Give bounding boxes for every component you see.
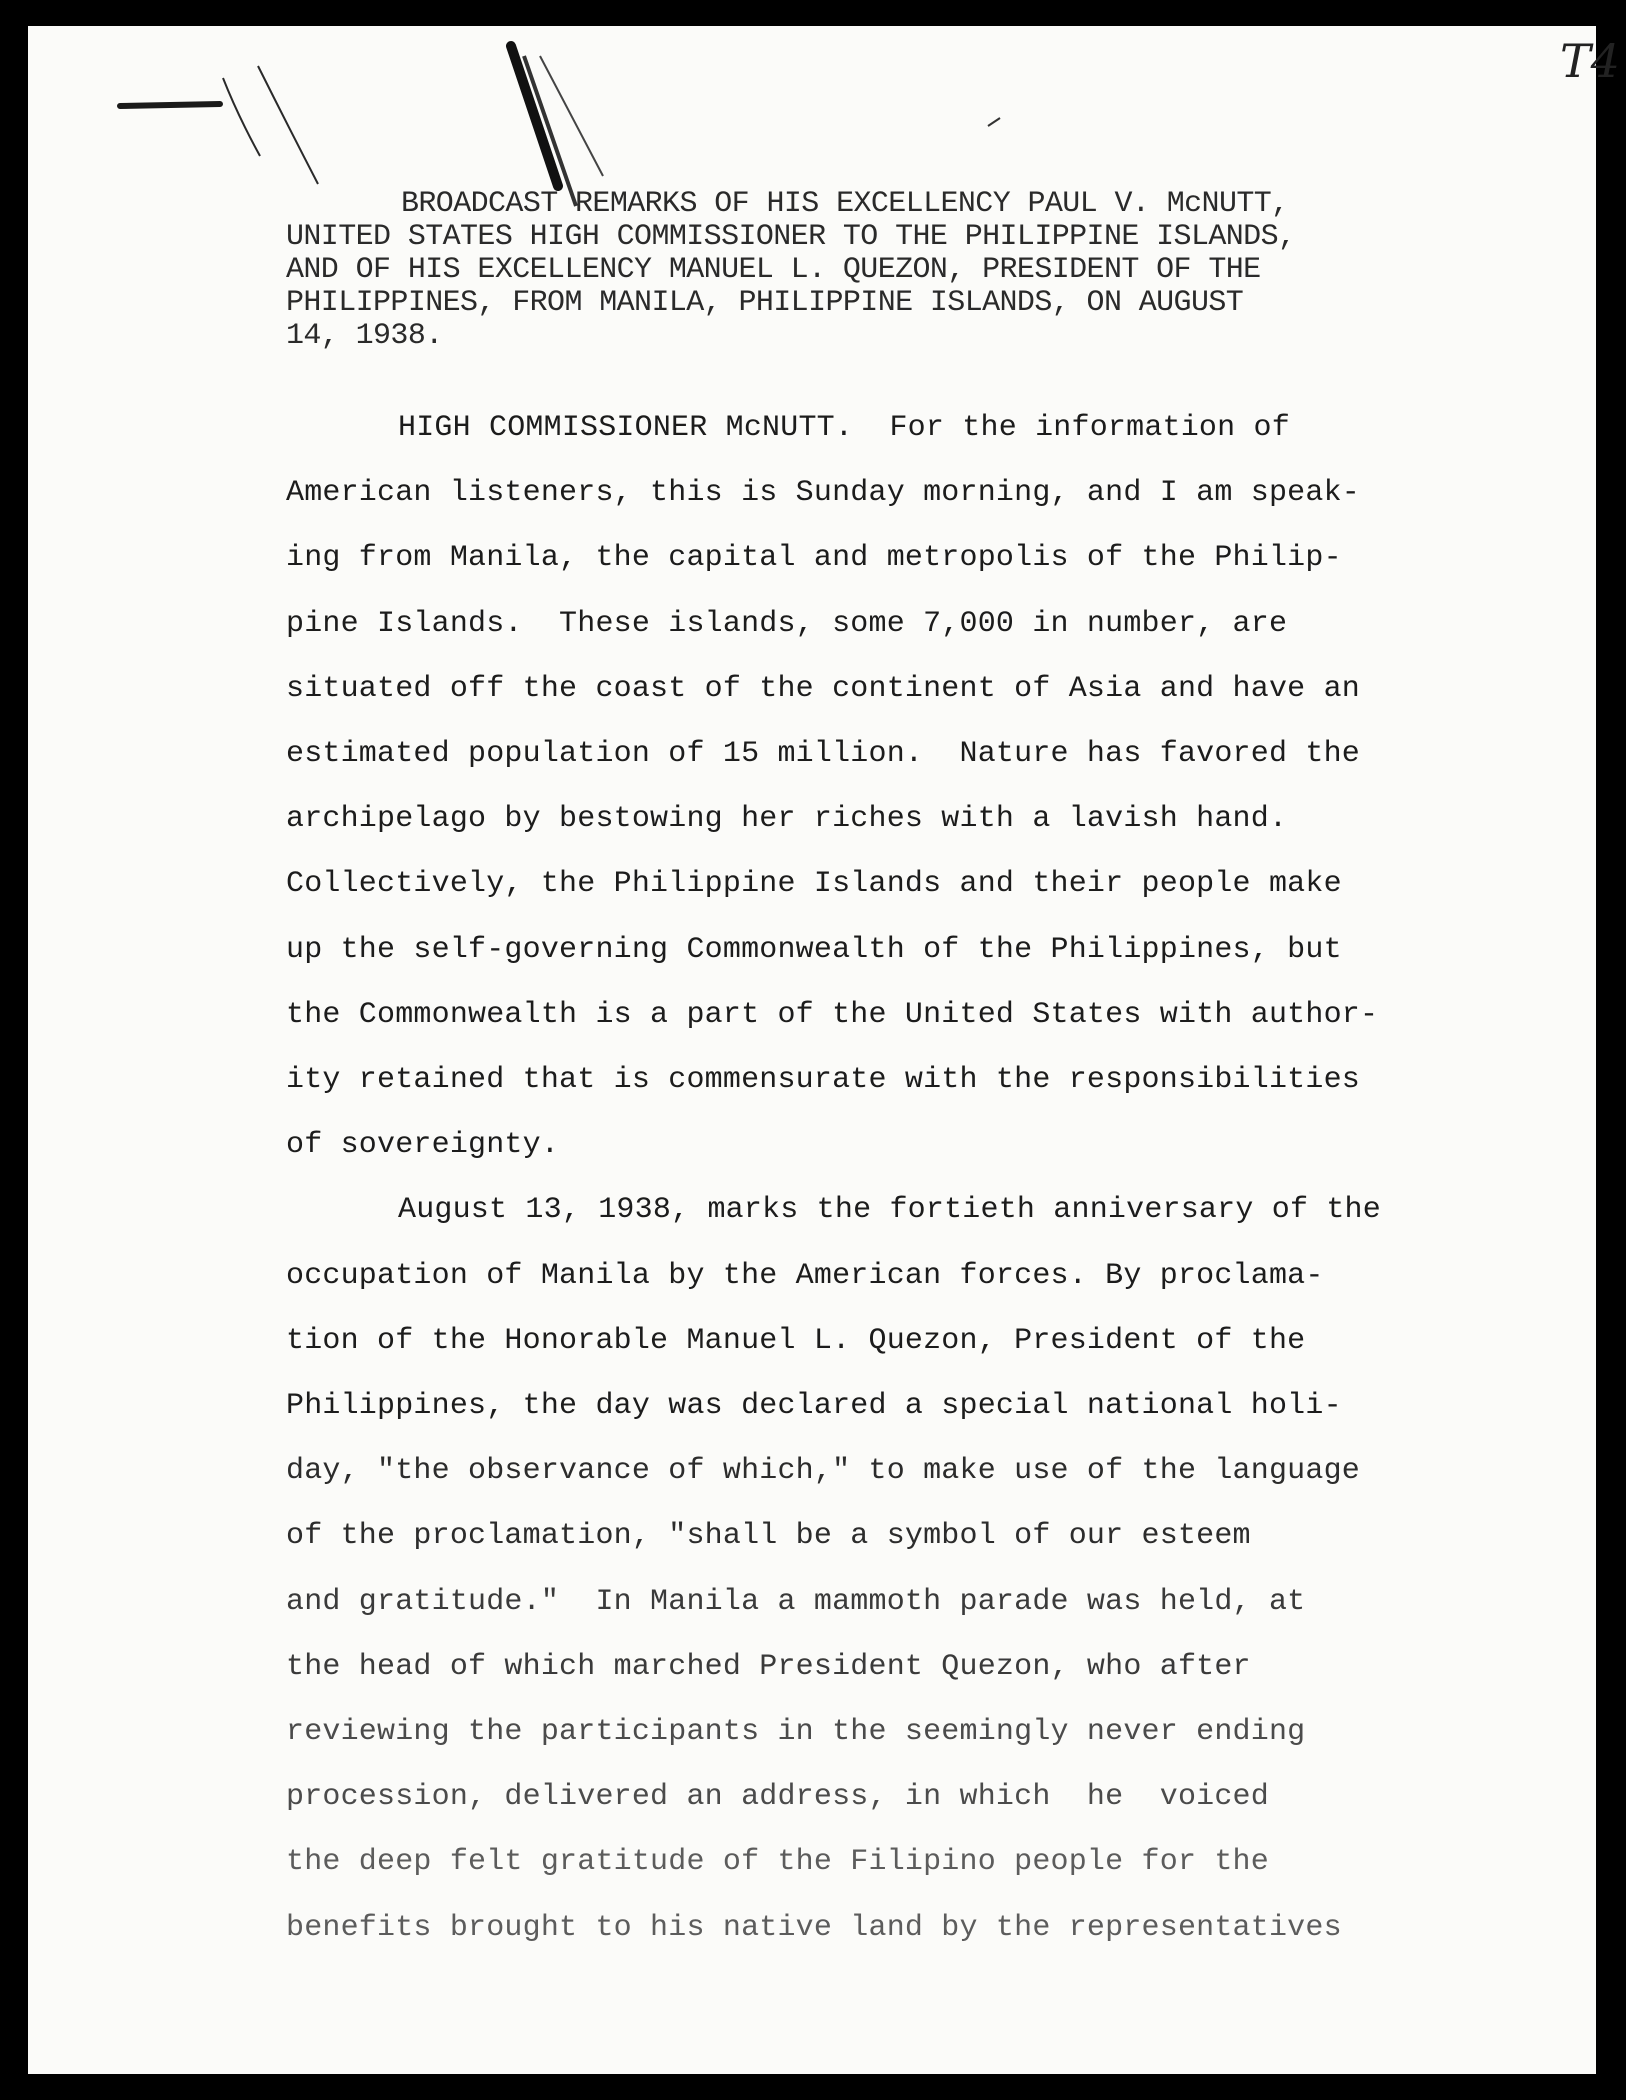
body-line: procession, delivered an address, in which he voiced (286, 1780, 1269, 1815)
body-line: up the self-governing Commonwealth of the Philippines, but (286, 932, 1342, 967)
body-line: of sovereignty. (286, 1128, 560, 1163)
body-line: situated off the coast of the continent of Asia and have an (286, 671, 1360, 706)
body-line: the Commonwealth is a part of the United States with author- (286, 997, 1379, 1032)
heading-line: AND OF HIS EXCELLENCY MANUEL L. QUEZON, PRESIDENT OF THE (286, 253, 1261, 287)
body-line: pine Islands. These islands, some 7,000 in number, are (286, 606, 1288, 641)
body-line: occupation of Manila by the American forces. By proclama- (286, 1258, 1324, 1293)
body-line: benefits brought to his native land by the representatives (286, 1910, 1342, 1945)
heading-line: 14, 1938. (286, 319, 443, 353)
body-line: tion of the Honorable Manuel L. Quezon, President of the (286, 1323, 1306, 1358)
body-line: Philippines, the day was declared a special national holi- (286, 1389, 1342, 1424)
body-line: reviewing the participants in the seemingly never ending (286, 1715, 1306, 1750)
document-page (28, 26, 1620, 2074)
body-line: August 13, 1938, marks the fortieth anniversary of the (398, 1193, 1381, 1228)
heading-line: BROADCAST REMARKS OF HIS EXCELLENCY PAUL V. McNUTT, (401, 187, 1289, 221)
body-line: ity retained that is commensurate with the responsibilities (286, 1063, 1360, 1098)
body-line: American listeners, this is Sunday morning, and I am speak- (286, 476, 1360, 511)
body-line: Collectively, the Philippine Islands and their people make (286, 867, 1342, 902)
page-number-mark: T4 (1560, 34, 1620, 88)
body-line: archipelago by bestowing her riches with a lavish hand. (286, 802, 1288, 837)
document-heading (286, 188, 1486, 353)
body-line: ing from Manila, the capital and metropolis of the Philip- (286, 541, 1342, 576)
body-line: of the proclamation, "shall be a symbol of our esteem (286, 1519, 1251, 1554)
body-line: HIGH COMMISSIONER McNUTT. For the information of (398, 411, 1290, 445)
body-line: estimated population of 15 million. Nature has favored the (286, 737, 1360, 772)
body-line: and gratitude." In Manila a mammoth parade was held, at (286, 1584, 1306, 1619)
body-line: the deep felt gratitude of the Filipino people for the (286, 1845, 1269, 1880)
body-line: day, "the observance of which," to make use of the language (286, 1454, 1360, 1489)
document-body (286, 396, 1516, 1961)
heading-line: UNITED STATES HIGH COMMISSIONER TO THE PHILIPPINE ISLANDS, (286, 220, 1296, 254)
body-line: the head of which marched President Quezon, who after (286, 1649, 1251, 1684)
heading-line: PHILIPPINES, FROM MANILA, PHILIPPINE ISLANDS, ON AUGUST (286, 286, 1244, 320)
